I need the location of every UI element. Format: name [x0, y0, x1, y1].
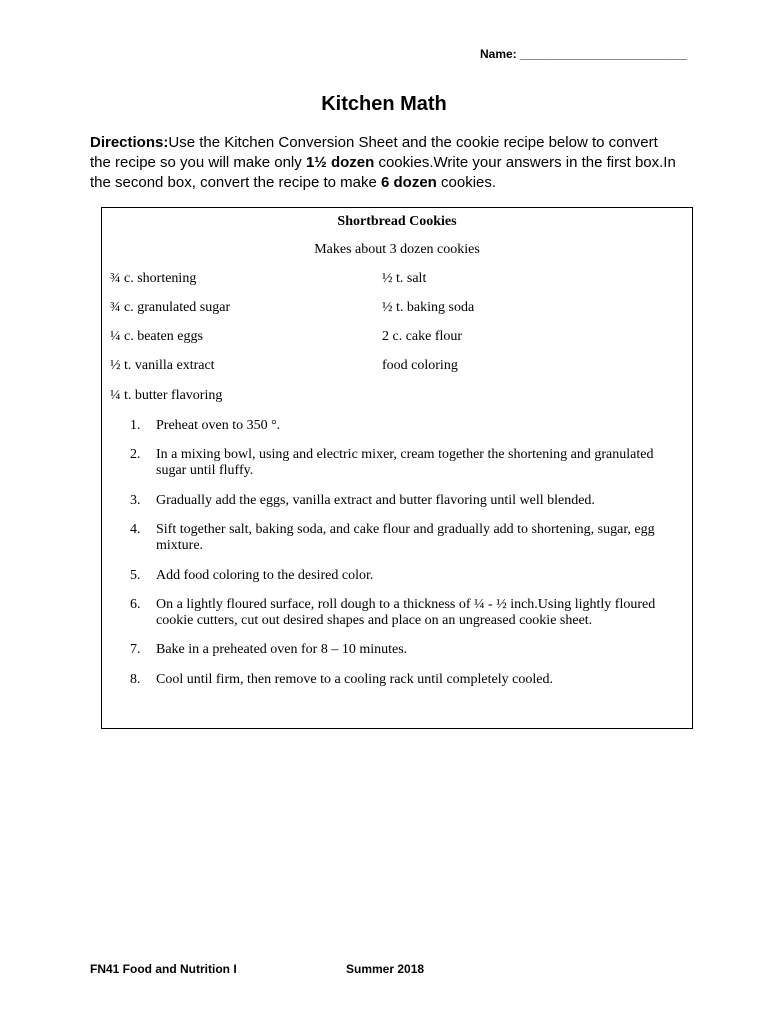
ingredient-left: ¾ c. shortening — [110, 271, 197, 286]
ingredient-right: ½ t. salt — [382, 271, 427, 286]
step-number: 1. — [130, 418, 141, 433]
ingredient-left: ¼ c. beaten eggs — [110, 329, 203, 344]
recipe-yield: Makes about 3 dozen cookies — [314, 242, 480, 257]
name-field-line: Name: _________________________ — [480, 47, 687, 61]
step-text: Cool until firm, then remove to a cooling rack until completely cooled. — [156, 672, 553, 687]
step-text: Gradually add the eggs, vanilla extract and butter flavoring until well blended. — [156, 493, 595, 508]
step-text: Add food coloring to the desired color. — [156, 568, 374, 583]
recipe-step — [130, 447, 686, 479]
recipe-step — [130, 493, 686, 509]
recipe-step — [130, 522, 686, 554]
ingredient-right: 2 c. cake flour — [382, 329, 463, 344]
directions-label: Directions: — [90, 134, 169, 151]
directions-bold-2: 6 dozen — [381, 174, 437, 191]
step-number: 5. — [130, 568, 141, 583]
recipe-step — [130, 672, 686, 688]
ingredient-left: ½ t. vanilla extract — [110, 358, 215, 373]
step-number: 4. — [130, 522, 141, 537]
recipe-title: Shortbread Cookies — [337, 214, 457, 229]
step-text: On a lightly floured surface, roll dough to a thickness of ¼ - ½ inch.Using lightly floured cookie cutters, cut out desired shapes and place on an ungreased cookie sheet. — [156, 597, 656, 628]
recipe-step — [130, 568, 686, 584]
ingredient-left: ¼ t. butter flavoring — [110, 388, 223, 403]
step-text: Sift together salt, baking soda, and cake flour and gradually add to shortening, sugar, egg mixture. — [156, 522, 655, 553]
step-number: 7. — [130, 642, 141, 657]
step-number: 6. — [130, 597, 141, 612]
directions-text-1: Use the Kitchen Conversion Sheet and the cookie recipe below to convert the recipe so you will make only — [90, 134, 658, 171]
ingredient-right: food coloring — [382, 358, 458, 373]
step-number: 2. — [130, 447, 141, 462]
footer-term: Summer 2018 — [346, 962, 425, 976]
directions-text-3: cookies. — [436, 174, 497, 191]
directions-paragraph — [90, 133, 680, 193]
step-number: 8. — [130, 672, 141, 687]
recipe-step — [130, 642, 686, 658]
directions-bold-1: 1½ dozen — [305, 154, 375, 171]
step-text: In a mixing bowl, using and electric mixer, cream together the shortening and granulated sugar until fluffy. — [156, 447, 654, 478]
recipe-step — [130, 597, 686, 629]
ingredient-left: ¾ c. granulated sugar — [110, 300, 231, 315]
step-text: Preheat oven to 350 °. — [156, 418, 281, 433]
recipe-box — [101, 207, 693, 729]
page-title: Kitchen Math — [321, 93, 447, 115]
ingredient-right: ½ t. baking soda — [382, 300, 475, 315]
step-number: 3. — [130, 493, 141, 508]
recipe-step — [130, 418, 686, 434]
directions-text-2: cookies.Write your answers in the first box.In the second box, convert the recipe to make — [90, 154, 676, 191]
step-text: Bake in a preheated oven for 8 – 10 minutes. — [156, 642, 408, 657]
footer-course: FN41 Food and Nutrition I — [90, 962, 237, 976]
